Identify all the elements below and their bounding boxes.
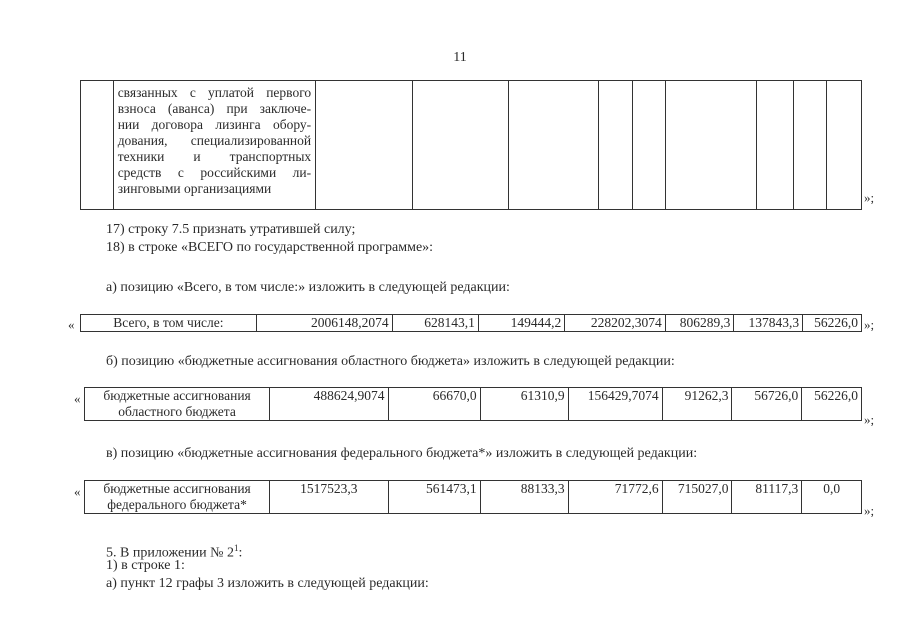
value-cell: 561473,1	[388, 481, 480, 514]
name-line: связанных с уплатой первого	[117, 85, 312, 100]
row-label-line: федерального бюджета*	[107, 497, 247, 512]
table-cell	[757, 81, 793, 210]
opening-quote: «	[74, 391, 81, 406]
value-cell: 228202,3074	[565, 315, 665, 332]
value-cell: 715027,0	[662, 481, 732, 514]
row-label	[85, 388, 270, 421]
value-cell: 1517523,3	[270, 481, 388, 514]
value-cell: 81117,3	[732, 481, 802, 514]
closing-quote: »;	[864, 503, 875, 518]
name-line: нии договора лизинга обору-	[117, 117, 312, 132]
closing-quote: »;	[864, 190, 875, 205]
value-cell: 66670,0	[388, 388, 480, 421]
table-cell	[509, 81, 599, 210]
regional-row-table	[84, 387, 862, 421]
value-cell: 156429,7074	[568, 388, 662, 421]
table-cell-name	[113, 81, 315, 210]
value-cell: 88133,3	[480, 481, 568, 514]
opening-quote: «	[74, 484, 81, 499]
value-cell: 61310,9	[480, 388, 568, 421]
name-line: техники и транспортных	[117, 149, 312, 164]
value-cell: 56726,0	[732, 388, 802, 421]
table-row	[85, 481, 862, 514]
paragraph-5-1: 1) в строке 1:	[106, 558, 185, 573]
value-cell: 488624,9074	[270, 388, 388, 421]
table-cell	[633, 81, 666, 210]
name-line: взноса (аванса) при заключе-	[117, 101, 312, 116]
continuation-table	[80, 80, 862, 210]
superscript: 1	[234, 543, 239, 553]
value-cell: 91262,3	[662, 388, 732, 421]
row-label-line: областного бюджета	[118, 404, 236, 419]
value-cell: 56226,0	[803, 315, 862, 332]
row-label: Всего, в том числе:	[81, 315, 257, 332]
page-number: 11	[453, 50, 467, 65]
value-cell: 71772,6	[568, 481, 662, 514]
row-label-line: бюджетные ассигнования	[103, 388, 251, 403]
table-cell	[827, 81, 862, 210]
paragraph-a: а) позицию «Всего, в том числе:» изложить в следующей редакции:	[106, 280, 510, 295]
table-cell	[793, 81, 827, 210]
closing-quote: »;	[864, 317, 875, 332]
table-row	[81, 315, 862, 332]
value-cell: 2006148,2074	[256, 315, 392, 332]
value-cell: 628143,1	[392, 315, 478, 332]
paragraph-17: 17) строку 7.5 признать утратившей силу;	[106, 222, 356, 237]
table-row	[81, 81, 862, 210]
value-cell: 56226,0	[802, 388, 862, 421]
closing-quote: »;	[864, 412, 875, 427]
table-cell	[316, 81, 413, 210]
row-label-line: бюджетные ассигнования	[103, 481, 251, 496]
name-line: дования, специализированной	[117, 133, 312, 148]
paragraph-b: б) позицию «бюджетные ассигнования областного бюджета» изложить в следующей редакции:	[106, 354, 675, 369]
value-cell: 806289,3	[665, 315, 734, 332]
opening-quote: «	[68, 317, 75, 332]
value-cell: 149444,2	[478, 315, 564, 332]
table-cell	[81, 81, 114, 210]
table-row	[85, 388, 862, 421]
paragraph-5-colon: :	[238, 545, 243, 561]
table-cell	[598, 81, 633, 210]
row-label	[85, 481, 270, 514]
table-cell	[413, 81, 509, 210]
paragraph-5-1-a: а) пункт 12 графы 3 изложить в следующей редакции:	[106, 576, 429, 591]
paragraph-5-text: 5. В приложении № 2	[106, 545, 234, 561]
name-line: зинговыми организациями	[117, 181, 272, 196]
name-line: средств с российскими ли-	[117, 165, 312, 180]
table-cell	[665, 81, 756, 210]
value-cell: 0,0	[802, 481, 862, 514]
paragraph-c: в) позицию «бюджетные ассигнования федерального бюджета*» изложить в следующей редакции:	[106, 446, 698, 461]
total-row-table	[80, 314, 862, 332]
paragraph-18: 18) в строке «ВСЕГО по государственной программе»:	[106, 240, 434, 255]
federal-row-table	[84, 480, 862, 514]
value-cell: 137843,3	[734, 315, 803, 332]
